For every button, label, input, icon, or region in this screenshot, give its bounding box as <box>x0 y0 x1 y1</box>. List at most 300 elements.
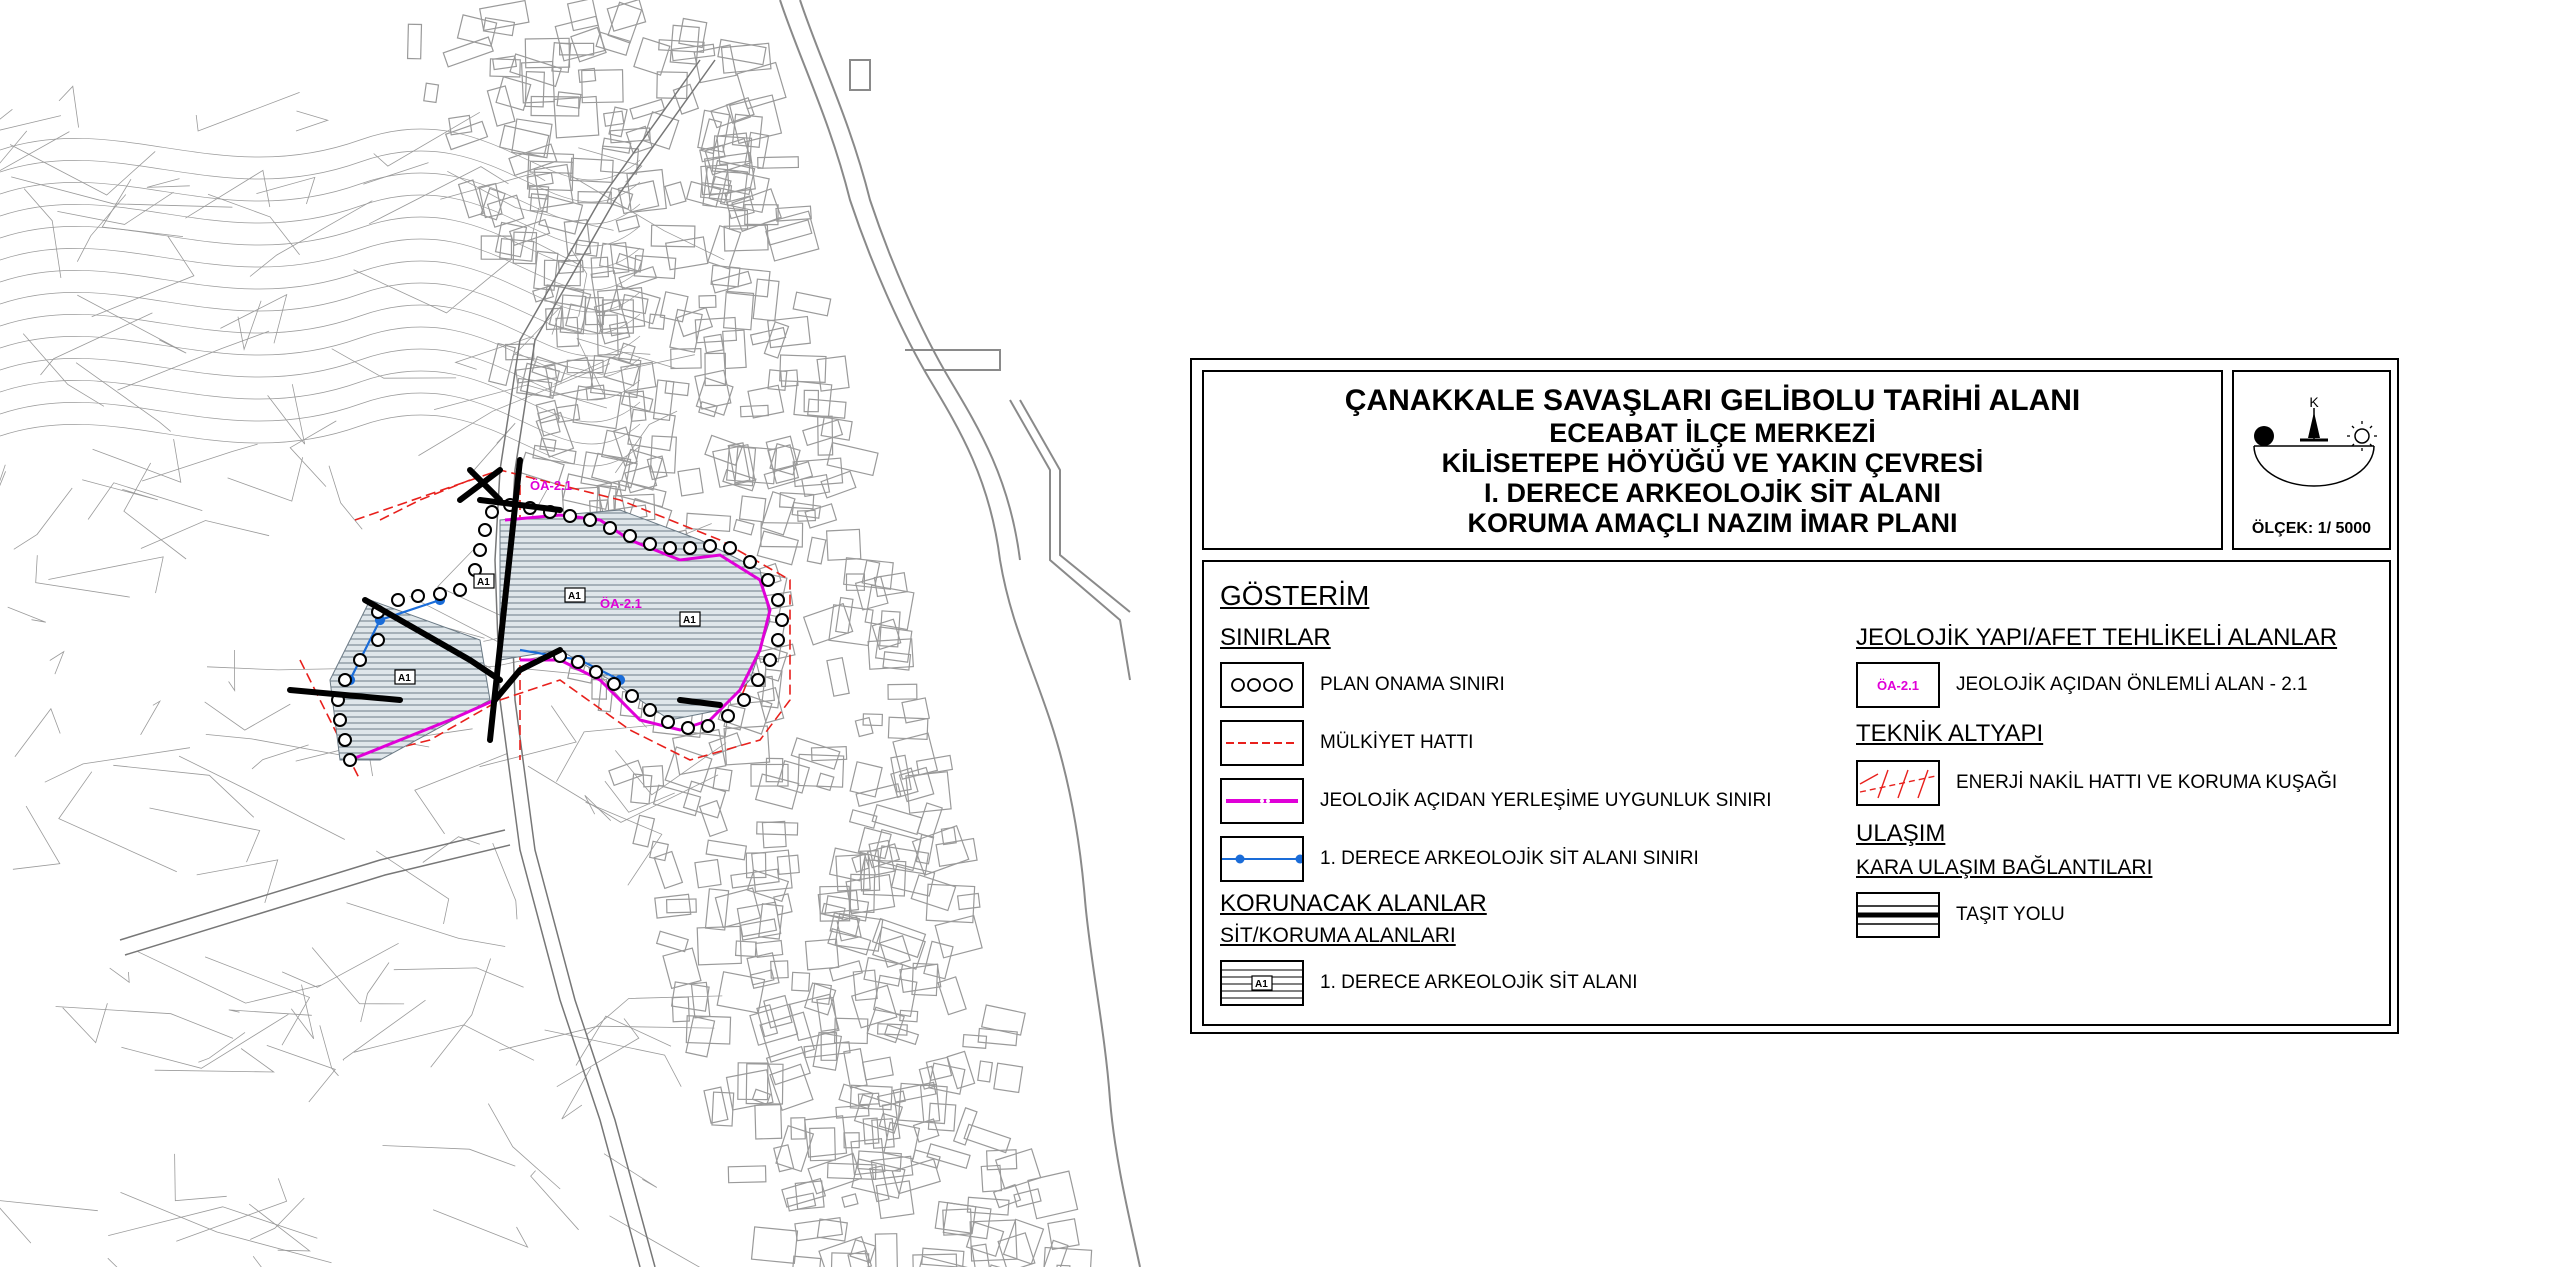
parcel-line <box>576 1016 671 1065</box>
boundary-marker <box>412 590 424 602</box>
building-footprint <box>582 70 623 103</box>
building-footprint <box>650 841 669 860</box>
building-footprint <box>512 119 552 158</box>
building-footprint <box>746 853 766 878</box>
section-heading-teknik: TEKNİK ALTYAPI <box>1856 720 2044 747</box>
parcel-line <box>147 179 190 188</box>
boundary-marker <box>738 694 750 706</box>
section-heading-korunacak: KORUNACAK ALANLAR <box>1220 890 1487 917</box>
title-block <box>1202 370 2223 550</box>
parcel-line <box>250 201 372 277</box>
contour-line <box>0 327 640 378</box>
building-footprint <box>723 330 746 368</box>
building-footprint <box>972 1244 991 1267</box>
building-footprint <box>994 1063 1023 1092</box>
building-footprint <box>540 438 556 451</box>
building-footprint <box>806 939 839 970</box>
building-footprint <box>654 852 682 889</box>
parcel-line <box>208 194 300 255</box>
parcel-line <box>108 1258 215 1267</box>
building-footprint <box>557 92 581 108</box>
building-footprint <box>509 144 557 175</box>
boundary-marker <box>339 734 351 746</box>
building-footprint <box>817 1219 847 1241</box>
building-footprint <box>858 1151 901 1171</box>
legend-label: 1. DERECE ARKEOLOJİK SİT ALANI <box>1320 972 1638 993</box>
parcel-line <box>267 1045 336 1102</box>
building-footprint <box>804 390 818 411</box>
building-footprint <box>756 774 799 809</box>
legend-label: 1. DERECE ARKEOLOJİK SİT ALANI SINIRI <box>1320 848 1699 869</box>
building-footprint <box>1044 1240 1068 1267</box>
parcel-line <box>198 1032 245 1062</box>
building-footprint <box>728 1166 766 1183</box>
parcel-line <box>59 772 177 872</box>
parcel-line <box>108 1207 317 1239</box>
parcel-line <box>0 465 6 510</box>
building-footprint <box>650 436 676 473</box>
site-tag: A1 <box>477 577 490 588</box>
building-footprint <box>830 961 863 981</box>
parcel-line <box>220 295 286 344</box>
building-footprint <box>715 888 760 927</box>
parcel-line <box>142 444 258 481</box>
building-footprint <box>978 1061 993 1082</box>
svg-text:K: K <box>2309 394 2319 410</box>
parcel-line <box>13 806 60 869</box>
building-footprint <box>804 604 853 645</box>
parcel-line <box>253 1256 395 1267</box>
building-footprint <box>697 926 741 965</box>
svg-text:ÖA-2.1: ÖA-2.1 <box>1877 678 1919 693</box>
subheading-sit-koruma: SİT/KORUMA ALANLARI <box>1220 924 1456 947</box>
building-footprint <box>657 931 689 951</box>
building-footprint <box>855 718 873 737</box>
building-footprint <box>927 1144 970 1168</box>
building-footprint <box>938 977 966 1015</box>
building-footprint <box>958 893 980 909</box>
boundary-marker <box>772 634 784 646</box>
parcel-line <box>8 607 46 622</box>
plan-title-line5: KORUMA AMAÇLI NAZIM İMAR PLANI <box>1467 508 1958 538</box>
building-footprint <box>761 492 795 535</box>
boundary-marker <box>772 594 784 606</box>
boundary-marker <box>344 754 356 766</box>
building-footprint <box>793 458 842 486</box>
parcel-line <box>45 748 190 783</box>
building-footprint <box>665 182 686 205</box>
power-line-swatch <box>1856 760 1940 806</box>
parcel-line <box>488 1104 560 1189</box>
building-footprint <box>808 399 846 418</box>
building-footprint <box>408 24 422 59</box>
boundary-marker <box>354 654 366 666</box>
parcel-line <box>56 1007 234 1039</box>
parcel-line <box>320 1025 339 1075</box>
building-footprint <box>488 195 524 227</box>
parcel-line <box>0 1200 98 1243</box>
boundary-marker <box>664 542 676 554</box>
parcel-line <box>113 765 254 817</box>
boundary-marker <box>372 634 384 646</box>
boundary-marker <box>644 704 656 716</box>
plan-title-line3: KİLİSETEPE HÖYÜĞÜ VE YAKIN ÇEVRESİ <box>1441 448 1984 478</box>
parcel-line <box>531 1171 579 1230</box>
parcel-line <box>118 331 270 390</box>
building-footprint <box>724 291 754 329</box>
building-footprint <box>1004 1219 1044 1264</box>
building-footprint <box>740 496 766 522</box>
building-footprint <box>793 292 830 316</box>
parcel-line <box>499 1026 714 1050</box>
legend-label: TAŞIT YOLU <box>1956 904 2065 925</box>
boundary-marker <box>608 678 620 690</box>
boundary-marker <box>684 542 696 554</box>
building-footprint <box>686 513 730 531</box>
building-footprint <box>876 1181 913 1218</box>
building-footprint <box>649 314 665 329</box>
building-footprint <box>900 964 941 992</box>
building-footprint <box>818 890 858 913</box>
building-footprint <box>978 1029 1017 1046</box>
legend-row <box>1220 662 1505 708</box>
building-footprint <box>500 126 549 158</box>
parcel-line <box>179 756 345 839</box>
parcel-line <box>354 1025 534 1060</box>
building-footprint <box>700 801 728 837</box>
building-footprint <box>947 1051 974 1088</box>
boundary-marker <box>682 722 694 734</box>
parcel-line <box>354 259 512 313</box>
building-footprint <box>970 1220 1017 1261</box>
parcel-line <box>252 745 309 769</box>
building-footprint <box>745 205 778 225</box>
boundary-marker <box>486 506 498 518</box>
coastline <box>780 0 1140 1267</box>
building-footprint <box>568 0 599 31</box>
building-footprint <box>913 826 969 875</box>
building-footprint <box>713 768 732 791</box>
building-footprint <box>665 381 689 395</box>
building-footprint <box>875 1234 897 1267</box>
building-footprint <box>836 598 853 634</box>
building-footprint <box>608 2 642 43</box>
building-footprint <box>684 781 726 817</box>
boundary-marker <box>662 716 674 728</box>
building-footprint <box>756 941 783 958</box>
vehicle-road-swatch <box>1856 892 1940 938</box>
building-footprint <box>424 83 439 102</box>
building-footprint <box>864 958 903 986</box>
zone-label: ÖA-2.1 <box>600 596 642 611</box>
boundary-marker <box>454 584 466 596</box>
legend-row <box>1856 892 2065 938</box>
building-footprint <box>622 295 648 314</box>
legend-label: ENERJİ NAKİL HATTI VE KORUMA KUŞAĞI <box>1956 772 2338 793</box>
building-footprint <box>616 481 665 507</box>
boundary-marker <box>626 690 638 702</box>
parcel-line <box>545 1030 682 1087</box>
parcel-line <box>431 959 491 1068</box>
contour-line <box>0 349 640 400</box>
parcel-line <box>23 334 104 407</box>
building-footprint <box>712 271 751 293</box>
zone-label: ÖA-2.1 <box>530 478 572 493</box>
building-footprint <box>805 504 836 528</box>
parcel-line <box>196 92 299 131</box>
building-footprint <box>781 370 798 387</box>
site-tag: A1 <box>398 673 411 684</box>
building-footprint <box>660 292 688 322</box>
parcel-line <box>361 963 389 1023</box>
building-footprint <box>718 40 766 65</box>
parcel-line <box>150 808 260 862</box>
parcel-line <box>585 795 611 820</box>
legend-row <box>1856 662 2308 708</box>
contour-line <box>0 305 640 356</box>
building-footprint <box>813 1033 841 1071</box>
geological-zone-swatch <box>1856 662 1940 708</box>
building-footprint <box>888 717 927 739</box>
parcel-line <box>470 423 515 475</box>
building-footprint <box>734 520 754 535</box>
building-footprint <box>703 167 747 209</box>
building-footprint <box>480 1 529 31</box>
boundary-marker <box>564 510 576 522</box>
building-footprint <box>699 295 716 307</box>
building-footprint <box>679 19 707 48</box>
parcel-line <box>124 463 186 559</box>
legend-row <box>1220 720 1473 766</box>
legend-box <box>1202 560 2391 1026</box>
building-footprint <box>487 86 515 126</box>
building-footprint <box>1028 1171 1078 1219</box>
building-footprint <box>863 714 882 726</box>
parcel-line <box>312 948 404 1004</box>
parcel-line <box>197 860 278 903</box>
parcel-line <box>374 112 480 166</box>
plan-title-line1: ÇANAKKALE SAVAŞLARI GELİBOLU TARİHİ ALANI <box>1344 384 2081 417</box>
parcel-line <box>456 336 534 369</box>
building-footprint <box>928 1103 955 1131</box>
building-footprint <box>678 468 703 496</box>
parcel-line <box>110 968 130 982</box>
parcel-line <box>93 439 181 482</box>
parcel-line <box>205 702 291 730</box>
building-footprint <box>655 894 691 918</box>
building-footprint <box>704 334 724 352</box>
boundary-marker <box>744 556 756 568</box>
building-footprint <box>672 44 715 60</box>
building-footprint <box>804 1042 850 1058</box>
legend-label: JEOLOJİK AÇIDAN YERLEŞİME UYGUNLUK SINIRI <box>1320 790 1772 811</box>
parcel-line <box>238 301 261 350</box>
building-footprint <box>633 815 654 847</box>
building-footprint <box>935 1202 976 1234</box>
parcel-line <box>586 802 662 885</box>
parcel-line <box>82 480 158 500</box>
parcel-line <box>291 985 313 1039</box>
archaeological-site-swatch <box>1220 960 1304 1006</box>
geological-boundary-swatch <box>1220 778 1304 824</box>
parcel-line <box>586 996 722 1035</box>
building-footprint <box>791 1118 805 1139</box>
section-heading-jeolojik: JEOLOJİK YAPI/AFET TEHLİKELİ ALANLAR <box>1856 624 2338 651</box>
legend-label: MÜLKİYET HATTI <box>1320 732 1474 753</box>
building-footprint <box>667 899 697 913</box>
boundary-marker <box>479 524 491 536</box>
parcel-line <box>249 1204 310 1251</box>
building-footprint <box>731 869 779 888</box>
parcel-line <box>14 488 72 549</box>
building-footprint <box>705 435 742 465</box>
building-footprint <box>459 180 484 218</box>
building-footprint <box>987 1150 1017 1170</box>
building-footprint <box>888 684 917 699</box>
boundary-marker <box>584 514 596 526</box>
parcel-line <box>433 1210 527 1247</box>
parcel-line <box>141 701 160 735</box>
parcel-line <box>207 667 356 670</box>
parcel-line <box>229 1010 312 1015</box>
building-footprint <box>443 37 493 67</box>
boundary-marker <box>434 588 446 600</box>
parcel-line <box>15 709 60 757</box>
cadastral-map[interactable] <box>0 0 1180 1267</box>
building-footprint <box>651 225 695 247</box>
boundary-marker <box>644 538 656 550</box>
scale-label: ÖLÇEK: 1/ 5000 <box>2251 520 2372 537</box>
north-scale-box <box>2232 370 2391 550</box>
parcel-line <box>394 968 524 987</box>
parcel-line <box>59 86 79 127</box>
plan-boundary-swatch <box>1220 662 1304 708</box>
building-footprint <box>792 972 810 991</box>
boundary-marker <box>704 540 716 552</box>
building-footprint <box>766 220 812 245</box>
building-footprint <box>963 1035 987 1049</box>
building-footprint <box>717 972 764 1013</box>
building-footprint <box>872 805 922 835</box>
section-heading-ulasim: ULAŞIM <box>1856 820 1946 847</box>
building-footprint <box>534 251 558 290</box>
building-footprint <box>755 1105 782 1139</box>
legend-label: PLAN ONAMA SINIRI <box>1320 674 1505 695</box>
parcel-line <box>41 313 153 375</box>
legend-row <box>1220 778 1772 824</box>
parcel-line <box>228 457 303 501</box>
boundary-marker <box>752 674 764 686</box>
parcel-line <box>383 1146 516 1167</box>
parcel-line <box>512 306 561 357</box>
parcel-line <box>57 192 173 224</box>
building-footprint <box>730 95 782 143</box>
contour-line <box>0 283 640 334</box>
parcel-line <box>268 384 305 444</box>
building-footprint <box>670 310 702 353</box>
building-footprint <box>863 1057 894 1080</box>
parcel-line <box>36 555 130 597</box>
parcel-line <box>141 521 269 549</box>
building-footprint <box>557 405 580 423</box>
ownership-line-swatch <box>1220 720 1304 766</box>
building-footprint <box>634 38 670 75</box>
building-footprint <box>777 855 799 874</box>
building-footprint <box>694 45 736 83</box>
boundary-marker <box>339 674 351 686</box>
building-footprint <box>827 529 861 560</box>
building-footprint <box>828 929 871 955</box>
legend-row <box>1856 760 2337 806</box>
parcel-line <box>493 843 517 919</box>
site-tag: A1 <box>568 591 581 602</box>
building-footprint <box>807 537 825 564</box>
building-footprint <box>1048 1219 1079 1250</box>
building-footprint <box>736 941 757 957</box>
building-footprint <box>791 1256 820 1267</box>
parcel-line <box>229 650 235 691</box>
parcel-line <box>296 111 328 131</box>
building-footprint <box>856 576 888 609</box>
building-footprint <box>500 239 534 262</box>
legend-row <box>1220 836 1699 882</box>
building-footprint <box>643 766 664 787</box>
building-footprint <box>827 658 849 697</box>
building-footprint <box>573 386 621 429</box>
plan-title-line4: I. DERECE ARKEOLOJİK SİT ALANI <box>1483 478 1942 508</box>
legend-row <box>1220 960 1638 1006</box>
parcel-line <box>290 421 336 487</box>
parcel-line <box>347 903 506 947</box>
boundary-marker <box>474 544 486 556</box>
building-footprint <box>591 356 641 398</box>
plan-title-line2: ECEABAT İLÇE MERKEZİ <box>1549 418 1876 448</box>
parcel-line <box>76 363 171 432</box>
building-footprint <box>817 773 834 790</box>
building-footprint <box>757 1005 778 1037</box>
building-footprint <box>525 38 569 67</box>
parcel-line <box>175 1154 227 1201</box>
site-tag: A1 <box>683 615 696 626</box>
boundary-marker <box>722 710 734 722</box>
parcel-line <box>556 724 668 782</box>
boundary-marker <box>572 656 584 668</box>
building-footprint <box>817 356 849 391</box>
building-footprint <box>844 1049 867 1088</box>
boundary-marker <box>604 522 616 534</box>
parcel-line <box>24 189 61 278</box>
parcel-line <box>415 754 508 834</box>
building-footprint <box>706 840 746 860</box>
boundary-marker <box>590 666 602 678</box>
building-footprint <box>741 405 769 416</box>
boundary-marker <box>392 594 404 606</box>
building-footprint <box>695 860 721 888</box>
svg-text:A1: A1 <box>1255 979 1268 990</box>
building-footprint <box>738 1063 768 1100</box>
subheading-kara-ulasim: KARA ULAŞIM BAĞLANTILARI <box>1856 856 2153 879</box>
boundary-marker <box>702 720 714 732</box>
legend-label: JEOLOJİK AÇIDAN ÖNLEMLİ ALAN - 2.1 <box>1956 674 2308 695</box>
boundary-marker <box>334 714 346 726</box>
building-footprint <box>753 279 779 321</box>
building-footprint <box>602 138 630 153</box>
building-footprint <box>926 1057 951 1080</box>
legend-title: GÖSTERİM <box>1220 580 1370 611</box>
boundary-marker <box>776 614 788 626</box>
building-footprint <box>757 531 798 565</box>
boundary-marker <box>724 542 736 554</box>
